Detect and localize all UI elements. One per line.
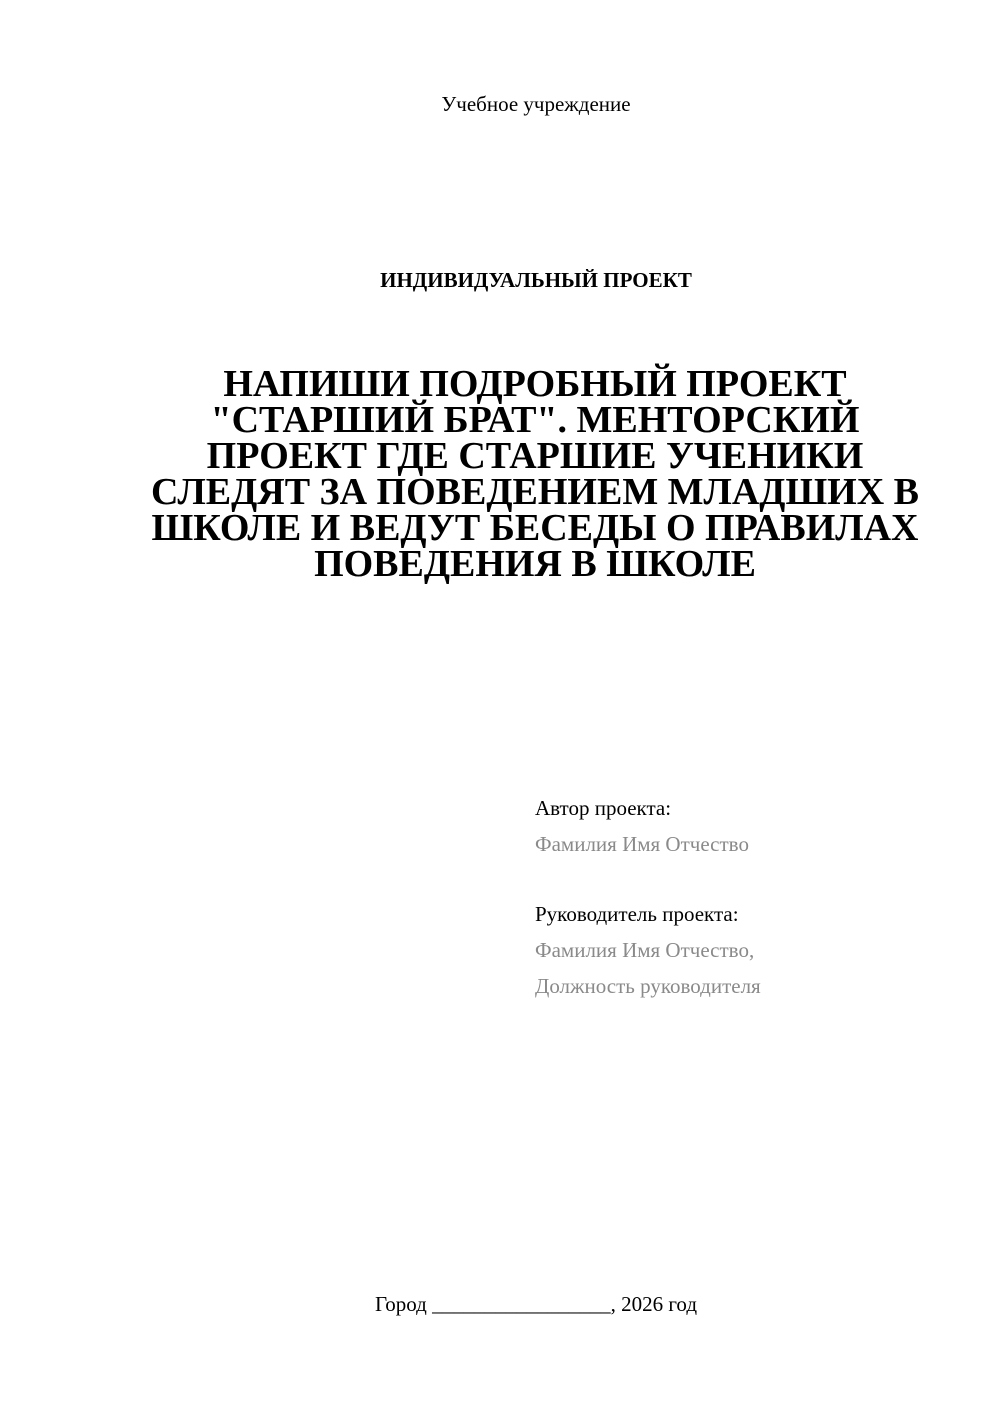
institution-name: Учебное учреждение <box>441 92 631 116</box>
supervisor-position: Должность руководителя <box>535 974 761 998</box>
author-name: Фамилия Имя Отчество <box>535 832 749 856</box>
project-title-line: ПОВЕДЕНИЯ В ШКОЛЕ <box>314 543 756 585</box>
project-title-line: ШКОЛЕ И ВЕДУТ БЕСЕДЫ О ПРАВИЛАХ <box>151 507 919 549</box>
project-title <box>130 363 940 585</box>
credits-section <box>535 790 975 1004</box>
project-title-line: ПРОЕКТ ГДЕ СТАРШИЕ УЧЕНИКИ <box>206 435 864 477</box>
project-title-line: "СТАРШИЙ БРАТ". МЕНТОРСКИЙ <box>210 399 860 441</box>
project-title-line: НАПИШИ ПОДРОБНЫЙ ПРОЕКТ <box>223 363 847 405</box>
city-year-footer: Город _________________, 2026 год <box>374 1292 698 1316</box>
supervisor-block <box>535 896 975 1004</box>
author-block <box>535 790 975 862</box>
project-title-line: СЛЕДЯТ ЗА ПОВЕДЕНИЕМ МЛАДШИХ В <box>150 471 920 513</box>
document-type: ИНДИВИДУАЛЬНЫЙ ПРОЕКТ <box>380 268 692 292</box>
author-label: Автор проекта: <box>535 796 672 820</box>
supervisor-label: Руководитель проекта: <box>535 902 739 926</box>
supervisor-name: Фамилия Имя Отчество, <box>535 938 755 962</box>
